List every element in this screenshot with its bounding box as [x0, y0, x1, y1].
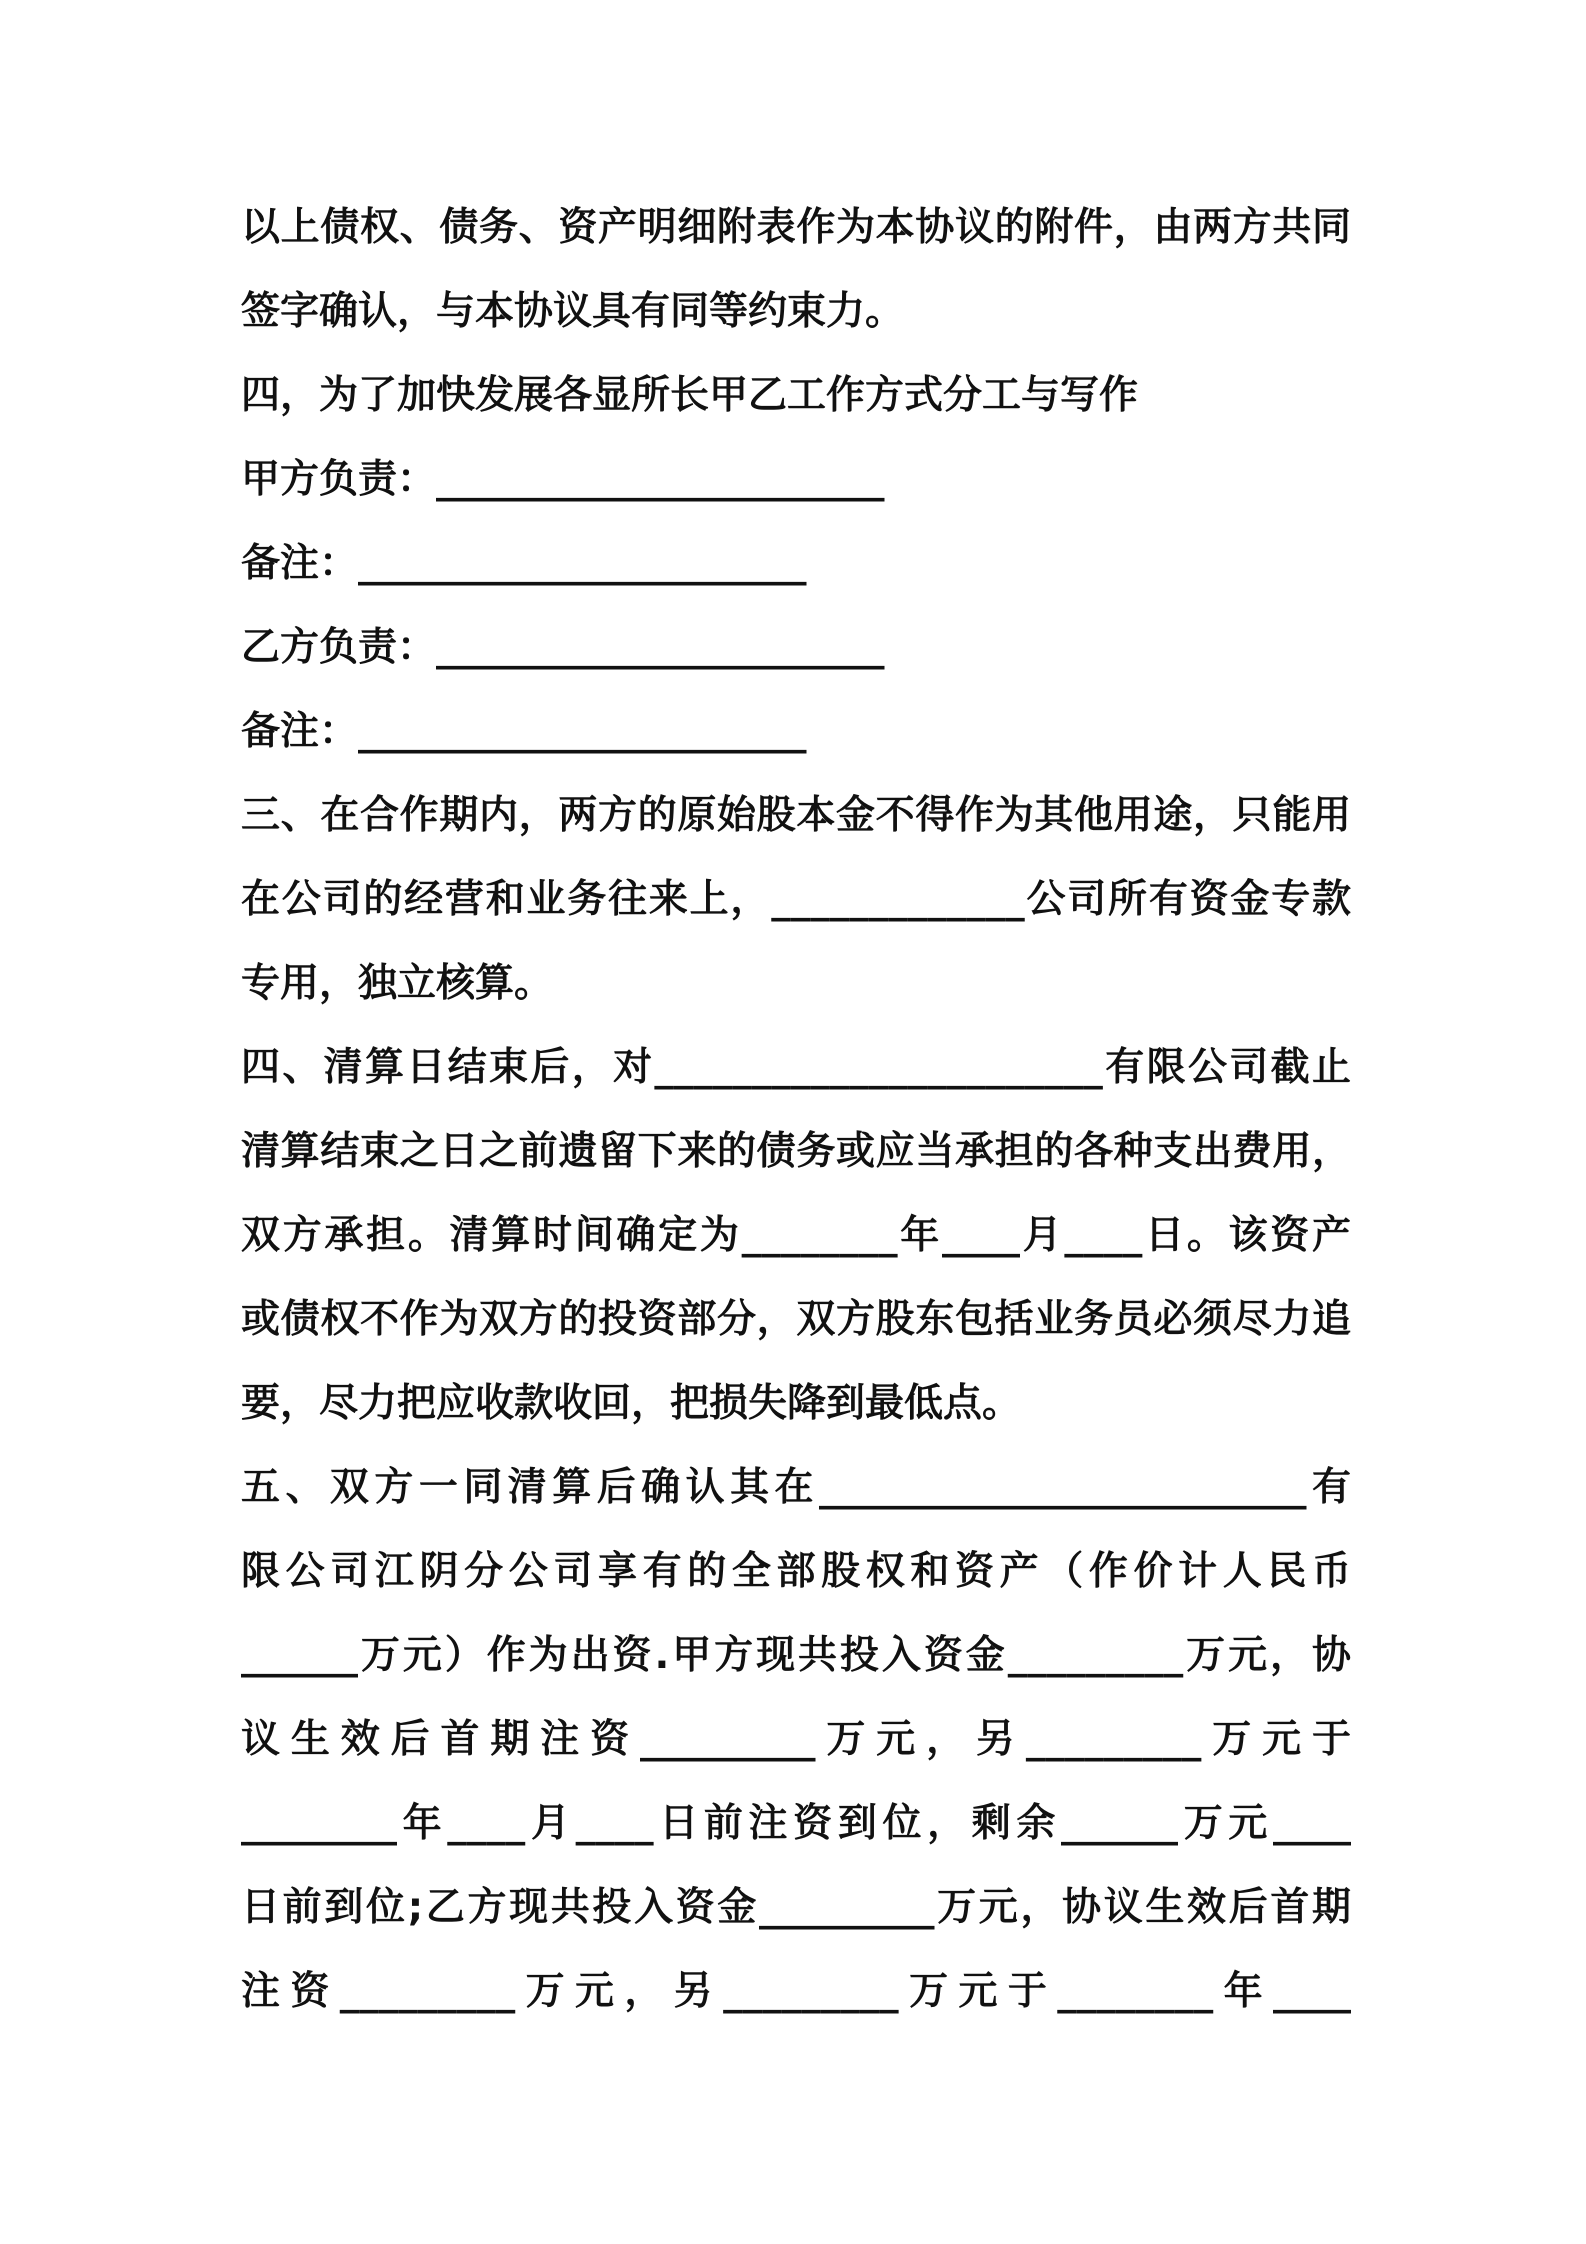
text-line: 三、在合作期内，两方的原始股本金不得作为其他用途，只能用: [241, 793, 1351, 838]
text-line: 四，为了加快发展各显所长甲乙工作方式分工与写作: [241, 373, 1139, 418]
text-line: 限公司江阴分公司享有的全部股权和资产（作价计人民币: [241, 1549, 1351, 1594]
text-line: 或债权不作为双方的投资部分，双方股东包括业务员必须尽力追: [241, 1297, 1351, 1342]
text-line: 清算结束之日之前遗留下来的债务或应当承担的各种支出费用，: [241, 1129, 1351, 1174]
text-line: ________年____月____日前注资到位，剩余______万元____: [241, 1801, 1351, 1846]
text-line: 四、清算日结束后，对_______________________有限公司截止: [241, 1045, 1351, 1090]
text-line: 注资_________万元，另_________万元于________年____: [241, 1969, 1351, 2014]
text-line: 日前到位;乙方现共投入资金_________万元，协议生效后首期: [241, 1885, 1351, 1930]
text-line: 以上债权、债务、资产明细附表作为本协议的附件，由两方共同: [241, 205, 1351, 250]
text-line: 专用，独立核算。: [241, 961, 554, 1006]
text-line: 备注：_______________________: [241, 709, 807, 754]
text-line: 乙方负责：_______________________: [241, 625, 885, 670]
text-line: 双方承担。清算时间确定为________年____月____日。该资产: [241, 1213, 1351, 1258]
text-line: 签字确认，与本协议具有同等约束力。: [241, 289, 905, 334]
text-line: 备注：_______________________: [241, 541, 807, 586]
text-line: 在公司的经营和业务往来上，_____________公司所有资金专款: [241, 877, 1351, 922]
text-line: 甲方负责：_______________________: [241, 457, 885, 502]
text-line: 五、双方一同清算后确认其在_________________________有: [241, 1465, 1351, 1510]
text-line: 要，尽力把应收款收回，把损失降到最低点。: [241, 1381, 1022, 1426]
text-line: 议生效后首期注资_________万元，另_________万元于: [241, 1717, 1351, 1762]
text-line: ______万元）作为出资.甲方现共投入资金_________万元，协: [241, 1633, 1351, 1678]
